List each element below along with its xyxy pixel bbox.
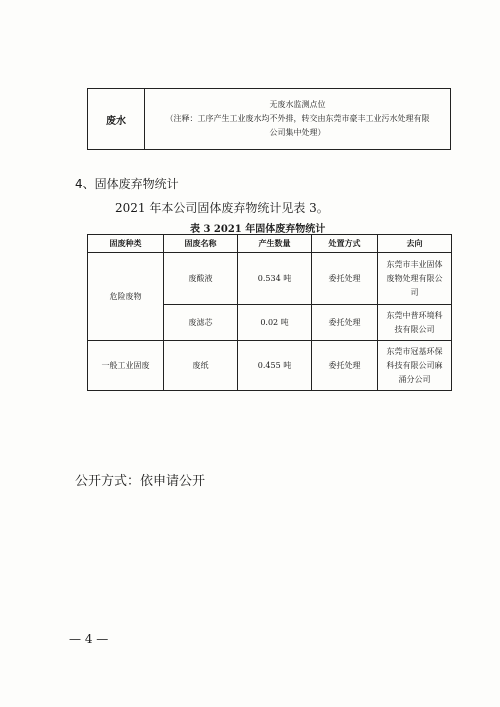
solid-waste-table [87, 234, 452, 391]
destination-line: 技有限公司 [394, 324, 435, 334]
waste-category-cell: 危险废物 [88, 253, 164, 341]
destination-cell [378, 341, 452, 391]
table-caption: 表 3 2021 年固体废弃物统计 [190, 224, 326, 235]
destination-line: 废物处理有限公 [386, 273, 443, 283]
destination-line: 东莞市丰业固体 [386, 259, 443, 269]
destination-line: 东莞市冠基环保 [386, 346, 443, 356]
column-header: 去向 [378, 235, 452, 253]
destination-line: 司 [410, 287, 419, 297]
page-number: — 4 — [69, 632, 109, 646]
column-header: 产生数量 [238, 235, 312, 253]
destination-cell [378, 253, 452, 305]
destination-cell [378, 305, 452, 341]
destination-line: 科技有限公司麻 [386, 360, 443, 370]
column-header: 固废种类 [88, 235, 164, 253]
waste-name-cell: 废酸液 [164, 253, 238, 305]
table-row [88, 253, 452, 305]
destination-line: 东莞中普环境科 [386, 310, 443, 320]
waste-amount-cell: 0.534 吨 [238, 253, 312, 305]
section-heading: 4、固体废弃物统计 [75, 177, 179, 191]
disclosure-method: 公开方式：依申请公开 [75, 474, 206, 489]
destination-line: 涌分公司 [398, 374, 431, 384]
table-row [88, 341, 452, 391]
waste-name-cell: 废滤芯 [164, 305, 238, 341]
disposal-method-cell: 委托处理 [312, 305, 378, 341]
wastewater-note-line: 公司集中处理） [269, 128, 326, 137]
waste-name-cell: 废纸 [164, 341, 238, 391]
intro-paragraph: 2021 年本公司固体废弃物统计见表 3。 [115, 201, 329, 215]
waste-amount-cell: 0.02 吨 [238, 305, 312, 341]
disposal-method-cell: 委托处理 [312, 341, 378, 391]
wastewater-table [87, 88, 451, 150]
column-header: 处置方式 [312, 235, 378, 253]
waste-category-cell: 一般工业固废 [88, 341, 164, 391]
wastewater-line: 无废水监测点位 [269, 100, 326, 109]
wastewater-note-line: （注释：工序产生工业废水均不外排，转交由东莞市豪丰工业污水处理有限 [165, 114, 430, 123]
disposal-method-cell: 委托处理 [312, 253, 378, 305]
wastewater-content [145, 89, 451, 150]
table-header-row [88, 235, 452, 253]
column-header: 固废名称 [164, 235, 238, 253]
wastewater-label: 废水 [88, 89, 145, 150]
waste-amount-cell: 0.455 吨 [238, 341, 312, 391]
